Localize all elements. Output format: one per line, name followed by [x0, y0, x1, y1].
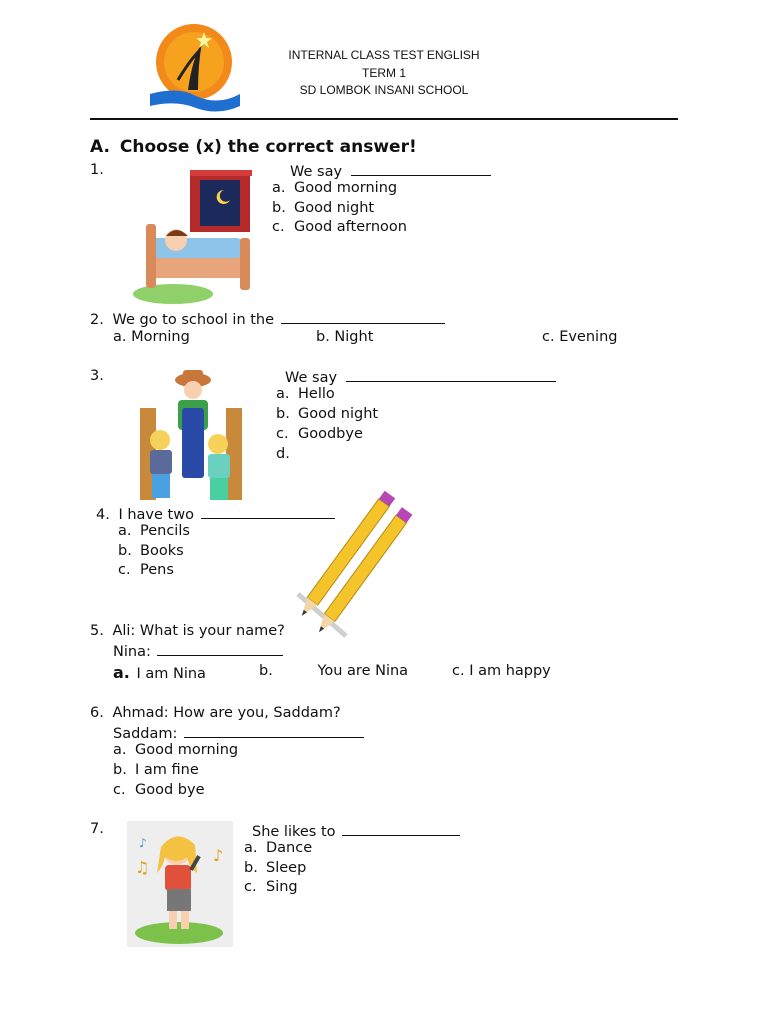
q4-stem: I have two: [118, 507, 194, 523]
q7-option-c-letter: c.: [244, 879, 257, 895]
q7-option-c-text: Sing: [266, 879, 298, 895]
q4-option-c[interactable]: [118, 562, 174, 578]
singing-girl-image: [127, 821, 233, 947]
q3-answer-blank[interactable]: [346, 367, 556, 382]
header-title-block: [234, 47, 534, 100]
q6-option-a-letter: a.: [113, 742, 127, 758]
q7-option-b-text: Sleep: [266, 860, 307, 876]
q5-number: 5.: [90, 623, 104, 639]
school-logo: [148, 20, 244, 112]
section-heading: [90, 137, 417, 157]
q1-option-b[interactable]: [272, 200, 374, 216]
q5-answer-blank[interactable]: [157, 641, 283, 656]
q4-option-a-letter: a.: [118, 523, 132, 539]
section-title: Choose (x) the correct answer!: [119, 137, 417, 157]
q2-number: 2.: [90, 312, 104, 328]
q1-option-a-letter: a.: [272, 180, 286, 196]
q4-option-c-letter: c.: [118, 562, 131, 578]
q3-number: 3.: [90, 368, 104, 384]
q1-option-c-letter: c.: [272, 219, 285, 235]
q5-option-b-letter: b.: [259, 663, 273, 679]
q6-number: 6.: [90, 705, 104, 721]
q6-option-c[interactable]: [113, 782, 205, 798]
section-letter: A.: [90, 137, 110, 157]
q7-option-a-text: Dance: [266, 840, 313, 856]
header-title-line2: TERM 1: [361, 65, 406, 80]
q7-option-c[interactable]: [244, 879, 298, 895]
q3-option-a-text: Hello: [298, 386, 335, 402]
q1-option-a-text: Good morning: [294, 180, 398, 196]
q7-option-a[interactable]: [244, 840, 312, 856]
q4-option-b-letter: b.: [118, 543, 132, 559]
q1-option-a[interactable]: [272, 180, 397, 196]
q5-option-b[interactable]: [259, 663, 408, 679]
q4-option-b[interactable]: [118, 543, 184, 559]
q6-option-b[interactable]: [113, 762, 199, 778]
q3-option-b-text: Good night: [298, 406, 379, 422]
q4-number: 4.: [96, 507, 110, 523]
q6-option-c-letter: c.: [113, 782, 126, 798]
q7-option-b-letter: b.: [244, 860, 258, 876]
sleeping-child-image: [128, 168, 254, 306]
q6-option-a[interactable]: [113, 742, 238, 758]
q3-option-d[interactable]: [276, 446, 298, 462]
q4-option-a-text: Pencils: [140, 523, 190, 539]
q6-option-a-text: Good morning: [135, 742, 239, 758]
q3-option-c-text: Goodbye: [298, 426, 363, 442]
q7-answer-blank[interactable]: [342, 821, 460, 836]
header-title-line1: INTERNAL CLASS TEST ENGLISH: [288, 48, 480, 62]
q5-line1: [90, 622, 285, 642]
svg-text:♪: ♪: [213, 846, 224, 865]
q5-line2: [113, 641, 283, 663]
farmer-and-children-image: [138, 368, 244, 506]
q2-answer-blank[interactable]: [281, 309, 445, 324]
q7-option-a-letter: a.: [244, 840, 258, 856]
q1-option-b-letter: b.: [272, 200, 286, 216]
q1-option-c[interactable]: [272, 219, 407, 235]
q2-option-a[interactable]: a. Morning: [113, 329, 190, 345]
svg-text:♪: ♪: [139, 836, 147, 850]
q5-option-a-letter: a.: [113, 663, 130, 682]
q5-option-c[interactable]: c. I am happy: [452, 663, 551, 679]
q1-stem: We say: [290, 164, 343, 180]
q3-option-a-letter: a.: [276, 386, 290, 402]
q6-line1: [90, 704, 341, 724]
q3-stem: We say: [285, 370, 338, 386]
header-divider: [90, 118, 678, 120]
q4-option-c-text: Pens: [140, 562, 174, 578]
header-title-line3: SD LOMBOK INSANI SCHOOL: [299, 83, 469, 97]
q7-number: 7.: [90, 821, 104, 837]
q3-option-b-letter: b.: [276, 406, 290, 422]
q5-option-a-text: I am Nina: [136, 666, 206, 682]
q1-answer-blank[interactable]: [351, 161, 491, 176]
q3-option-b[interactable]: [276, 406, 378, 422]
q3-option-a[interactable]: [276, 386, 335, 402]
q1-number: 1.: [90, 162, 104, 178]
q6-answer-blank[interactable]: [184, 723, 364, 738]
svg-text:♫: ♫: [135, 858, 150, 877]
q2-option-b[interactable]: b. Night: [316, 329, 374, 345]
q2-question: [90, 309, 445, 331]
q5-dialogue-nina: Nina:: [113, 644, 151, 660]
q6-option-b-letter: b.: [113, 762, 127, 778]
q6-dialogue-saddam: Saddam:: [113, 726, 178, 742]
q5-dialogue-ali: Ali: What is your name?: [112, 623, 285, 639]
q3-option-d-letter: d.: [276, 446, 290, 462]
q2-stem: We go to school in the: [112, 312, 275, 328]
q6-option-c-text: Good bye: [135, 782, 205, 798]
q4-option-b-text: Books: [140, 543, 184, 559]
q4-option-a[interactable]: [118, 523, 190, 539]
q3-option-c-letter: c.: [276, 426, 289, 442]
q7-option-b[interactable]: [244, 860, 306, 876]
q1-option-c-text: Good afternoon: [294, 219, 407, 235]
q7-stem: She likes to: [252, 824, 336, 840]
q6-option-b-text: I am fine: [135, 762, 199, 778]
q1-option-b-text: Good night: [294, 200, 375, 216]
two-pencils-image: [292, 490, 432, 640]
q5-option-b-text: You are Nina: [317, 663, 409, 679]
q3-option-c[interactable]: [276, 426, 363, 442]
q5-option-a[interactable]: [113, 663, 206, 682]
q2-option-c[interactable]: c. Evening: [542, 329, 618, 345]
q6-dialogue-ahmad: Ahmad: How are you, Saddam?: [112, 705, 341, 721]
